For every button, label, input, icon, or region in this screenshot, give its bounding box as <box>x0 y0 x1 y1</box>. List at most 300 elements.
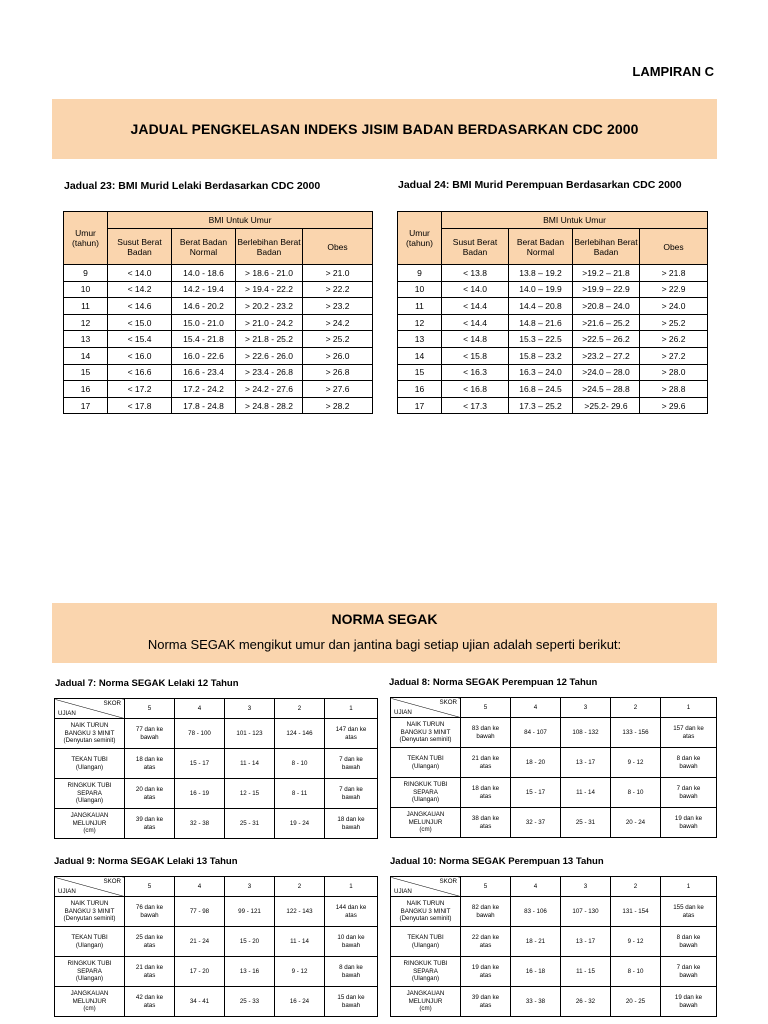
score-line: 39 dan ke <box>135 816 164 823</box>
test-name-cell <box>391 957 461 987</box>
test-name-line: (cm) <box>419 1005 432 1013</box>
value-cell: < 15.0 <box>108 314 172 331</box>
table8-caption: Jadual 8: Norma SEGAK Perempuan 12 Tahun <box>389 677 598 688</box>
value-cell: < 14.0 <box>108 265 172 282</box>
score-cell <box>175 749 225 779</box>
score-line: bawah <box>140 733 159 741</box>
score-line: 32 - 37 <box>525 818 546 826</box>
score-header: 5 <box>125 699 175 719</box>
value-cell: 15.8 – 23.2 <box>509 347 573 364</box>
score-line: 13 - 17 <box>575 758 596 766</box>
score-line: 9 - 12 <box>627 758 644 766</box>
skor-ujian-cell <box>55 877 125 897</box>
score-line: atas <box>479 1001 492 1009</box>
value-cell: > 21.8 <box>640 265 708 282</box>
score-line: 147 dan ke <box>335 726 367 733</box>
segak-table-girls-12 <box>390 697 717 838</box>
header-row <box>55 877 378 897</box>
score-line: 16 - 24 <box>289 997 310 1005</box>
test-name-cell <box>391 927 461 957</box>
table-row <box>391 927 717 957</box>
value-cell: >24.5 – 28.8 <box>573 381 640 398</box>
table-row <box>398 381 708 398</box>
skor-label: SKOR <box>439 699 457 706</box>
value-cell: > 24.0 <box>640 298 708 315</box>
value-cell: > 23.2 <box>303 298 373 315</box>
header-susut: Susut Berat Badan <box>108 229 172 265</box>
score-line: atas <box>143 971 156 979</box>
test-name-line: MELUNJUR <box>72 819 107 827</box>
score-line: 18 dan ke <box>135 756 164 763</box>
value-cell: > 23.4 - 26.8 <box>236 364 303 381</box>
score-cell <box>175 957 225 987</box>
age-cell: 11 <box>64 298 108 315</box>
score-line: 21 dan ke <box>471 755 500 762</box>
test-name-line: TEKAN TUBI <box>71 934 108 941</box>
test-name-line: SEPARA <box>413 788 438 796</box>
test-name-cell <box>55 719 125 749</box>
score-cell <box>275 957 325 987</box>
header-berlebihan: Berlebihan Berat Badan <box>236 229 303 265</box>
score-cell <box>225 749 275 779</box>
test-name-cell <box>55 927 125 957</box>
score-cell <box>661 897 717 927</box>
score-line: bawah <box>341 941 361 949</box>
score-cell <box>611 897 661 927</box>
score-cell <box>275 897 325 927</box>
score-line: atas <box>345 733 357 741</box>
test-name-line: RINGKUK TUBI <box>403 781 448 789</box>
table-row <box>398 364 708 381</box>
test-name-line: SEPARA <box>77 967 102 975</box>
test-name-line: TEKAN TUBI <box>407 755 444 762</box>
score-line: 42 dan ke <box>135 994 164 1001</box>
value-cell: < 16.0 <box>108 347 172 364</box>
value-cell: 14.0 – 19.9 <box>509 281 573 298</box>
test-name-line: (Ulangan) <box>411 975 440 983</box>
score-line: bawah <box>679 941 698 949</box>
score-cell <box>561 957 611 987</box>
table-row <box>64 347 373 364</box>
value-cell: < 17.3 <box>442 397 509 414</box>
table-row <box>55 719 378 749</box>
skor-label: SKOR <box>103 878 121 885</box>
score-cell <box>561 778 611 808</box>
bmi-title-banner <box>52 99 717 159</box>
test-name-line: BANGKU 3 MINIT <box>400 907 451 915</box>
score-line: bawah <box>679 792 698 800</box>
score-header: 4 <box>511 698 561 718</box>
value-cell: 17.2 - 24.2 <box>172 381 236 398</box>
bmi-table-boys <box>63 211 373 414</box>
score-line: 83 - 106 <box>524 907 547 915</box>
test-name-line: (cm) <box>83 1005 96 1013</box>
age-cell: 13 <box>64 331 108 348</box>
score-cell <box>175 719 225 749</box>
score-cell <box>125 779 175 809</box>
table23-caption: Jadual 23: BMI Murid Lelaki Berdasarkan CDC 2000 <box>64 180 321 192</box>
table-row <box>64 364 373 381</box>
score-cell <box>125 957 175 987</box>
score-line: 11 - 14 <box>576 788 595 796</box>
score-header: 3 <box>561 877 611 897</box>
value-cell: > 25.2 <box>640 314 708 331</box>
value-cell: 14.8 – 21.6 <box>509 314 573 331</box>
header-bmi-untuk-umur: BMI Untuk Umur <box>442 212 708 229</box>
value-cell: < 14.8 <box>442 331 509 348</box>
header-obes: Obes <box>303 229 373 265</box>
score-header: 3 <box>225 877 275 897</box>
value-cell: > 21.0 - 24.2 <box>236 314 303 331</box>
test-name-line: SEPARA <box>413 967 438 975</box>
score-cell <box>175 809 225 839</box>
table-row <box>55 809 378 839</box>
skor-ujian-cell <box>55 699 125 719</box>
score-cell <box>325 927 378 957</box>
value-cell: < 15.4 <box>108 331 172 348</box>
score-cell <box>325 719 378 749</box>
score-cell <box>511 987 561 1017</box>
test-name-line: BANGKU 3 MINIT <box>400 728 451 736</box>
test-name-line: MELUNJUR <box>408 997 443 1005</box>
test-name-line: NAIK TURUN <box>406 721 445 729</box>
score-line: 18 - 20 <box>525 758 546 766</box>
score-cell <box>461 718 511 748</box>
table-row <box>398 314 708 331</box>
value-cell: >20.8 – 24.0 <box>573 298 640 315</box>
score-cell <box>275 809 325 839</box>
age-cell: 16 <box>398 381 442 398</box>
score-line: 15 - 20 <box>239 937 260 945</box>
score-line: bawah <box>679 971 698 979</box>
value-cell: < 14.2 <box>108 281 172 298</box>
segak-table-boys-12 <box>54 698 378 839</box>
score-cell <box>461 897 511 927</box>
table-row <box>391 897 717 927</box>
value-cell: > 18.6 - 21.0 <box>236 265 303 282</box>
score-line: bawah <box>679 762 698 770</box>
score-line: atas <box>143 763 156 771</box>
test-name-line: TEKAN TUBI <box>71 756 108 763</box>
score-cell <box>325 809 378 839</box>
value-cell: > 22.9 <box>640 281 708 298</box>
test-name-cell <box>55 809 125 839</box>
test-name-line: JANGKAUAN <box>70 990 109 998</box>
score-cell <box>661 927 717 957</box>
score-line: 21 - 24 <box>189 937 210 945</box>
test-name-cell <box>391 987 461 1017</box>
score-cell <box>225 927 275 957</box>
norma-segak-banner <box>52 603 717 663</box>
test-name-cell <box>55 897 125 927</box>
header-row <box>391 877 717 897</box>
ujian-label: UJIAN <box>58 887 76 895</box>
score-cell <box>125 927 175 957</box>
score-cell <box>275 927 325 957</box>
value-cell: > 19.4 - 22.2 <box>236 281 303 298</box>
score-cell <box>661 987 717 1017</box>
table-row <box>391 718 717 748</box>
score-line: atas <box>479 971 492 979</box>
segak-table-boys-13 <box>54 876 378 1017</box>
score-line: 8 dan ke <box>676 934 701 941</box>
test-name-cell <box>391 897 461 927</box>
score-cell <box>661 808 717 838</box>
score-cell <box>561 897 611 927</box>
score-cell <box>461 748 511 778</box>
score-header: 5 <box>125 877 175 897</box>
age-cell: 17 <box>398 397 442 414</box>
score-line: 20 - 24 <box>625 818 646 826</box>
age-cell: 15 <box>398 364 442 381</box>
score-line: bawah <box>476 911 495 919</box>
test-name-line: JANGKAUAN <box>406 811 445 819</box>
value-cell: > 26.8 <box>303 364 373 381</box>
score-header: 2 <box>275 699 325 719</box>
score-line: 8 - 10 <box>291 759 308 767</box>
score-cell <box>125 987 175 1017</box>
table-row <box>55 897 378 927</box>
value-cell: >25.2- 29.6 <box>573 397 640 414</box>
score-cell <box>325 957 378 987</box>
score-header: 5 <box>461 877 511 897</box>
score-cell <box>511 927 561 957</box>
value-cell: < 17.2 <box>108 381 172 398</box>
score-cell <box>611 987 661 1017</box>
score-cell <box>611 927 661 957</box>
value-cell: 15.3 – 22.5 <box>509 331 573 348</box>
score-line: bawah <box>341 823 361 831</box>
test-name-cell <box>391 808 461 838</box>
value-cell: 14.0 - 18.6 <box>172 265 236 282</box>
score-line: atas <box>682 732 695 740</box>
value-cell: > 26.0 <box>303 347 373 364</box>
score-line: 8 - 10 <box>627 788 644 796</box>
score-cell <box>461 808 511 838</box>
test-name-line: TEKAN TUBI <box>407 934 444 941</box>
score-line: 22 dan ke <box>471 934 500 941</box>
score-line: 155 dan ke <box>673 904 704 911</box>
score-cell <box>275 779 325 809</box>
score-cell <box>225 719 275 749</box>
score-line: bawah <box>341 793 361 801</box>
test-name-line: (cm) <box>419 826 432 834</box>
score-cell <box>561 987 611 1017</box>
skor-ujian-cell <box>391 877 461 897</box>
score-line: bawah <box>140 911 159 919</box>
value-cell: > 22.2 <box>303 281 373 298</box>
value-cell: < 14.4 <box>442 314 509 331</box>
score-line: 7 dan ke <box>339 786 363 793</box>
ujian-label: UJIAN <box>394 887 412 895</box>
value-cell: < 16.8 <box>442 381 509 398</box>
value-cell: > 21.0 <box>303 265 373 282</box>
score-line: 17 - 20 <box>189 967 210 975</box>
test-name-line: (cm) <box>83 827 96 835</box>
value-cell: > 27.2 <box>640 347 708 364</box>
score-cell <box>661 957 717 987</box>
score-line: 99 - 121 <box>238 907 261 915</box>
table10-caption: Jadual 10: Norma SEGAK Perempuan 13 Tahun <box>390 856 604 867</box>
score-line: bawah <box>341 1001 361 1009</box>
value-cell: < 13.8 <box>442 265 509 282</box>
value-cell: >24.0 – 28.0 <box>573 364 640 381</box>
test-name-cell <box>391 778 461 808</box>
score-cell <box>511 778 561 808</box>
score-cell <box>225 897 275 927</box>
table-row <box>64 331 373 348</box>
score-line: 25 - 31 <box>575 818 596 826</box>
score-line: 122 - 143 <box>286 907 313 915</box>
test-name-line: (Denyutan seminit) <box>399 736 452 744</box>
score-header: 3 <box>225 699 275 719</box>
test-name-line: RINGKUK TUBI <box>67 960 112 968</box>
value-cell: 17.8 - 24.8 <box>172 397 236 414</box>
table-row <box>398 347 708 364</box>
score-cell <box>511 718 561 748</box>
score-header: 4 <box>511 877 561 897</box>
score-line: 10 dan ke <box>337 934 365 941</box>
score-line: 124 - 146 <box>286 729 313 737</box>
table-row <box>64 281 373 298</box>
bmi-table-girls <box>397 211 708 414</box>
score-cell <box>175 779 225 809</box>
value-cell: < 14.4 <box>442 298 509 315</box>
table-row <box>398 397 708 414</box>
age-cell: 11 <box>398 298 442 315</box>
score-cell <box>275 719 325 749</box>
table-row <box>64 397 373 414</box>
score-line: 7 dan ke <box>676 785 701 792</box>
test-name-line: NAIK TURUN <box>406 900 445 908</box>
test-name-line: MELUNJUR <box>72 997 107 1005</box>
score-header: 5 <box>461 698 511 718</box>
value-cell: >22.5 – 26.2 <box>573 331 640 348</box>
score-header: 1 <box>661 698 717 718</box>
test-name-line: BANGKU 3 MINIT <box>64 729 115 737</box>
score-line: bawah <box>476 732 495 740</box>
ujian-label: UJIAN <box>394 708 412 716</box>
score-line: atas <box>143 1001 156 1009</box>
score-cell <box>225 957 275 987</box>
value-cell: 16.0 - 22.6 <box>172 347 236 364</box>
score-line: atas <box>143 823 156 831</box>
value-cell: 14.6 - 20.2 <box>172 298 236 315</box>
test-name-line: (Ulangan) <box>75 941 104 949</box>
score-cell <box>225 779 275 809</box>
score-line: 133 - 156 <box>622 728 649 736</box>
score-cell <box>611 748 661 778</box>
score-header: 3 <box>561 698 611 718</box>
table-row <box>398 298 708 315</box>
test-name-line: (Ulangan) <box>411 796 440 804</box>
table-row <box>398 265 708 282</box>
age-cell: 9 <box>64 265 108 282</box>
test-name-line: BANGKU 3 MINIT <box>64 907 115 915</box>
score-cell <box>661 718 717 748</box>
score-line: atas <box>479 792 492 800</box>
score-line: 18 dan ke <box>337 816 365 823</box>
test-name-line: (Ulangan) <box>411 941 440 949</box>
test-name-line: MELUNJUR <box>408 818 443 826</box>
score-cell <box>325 779 378 809</box>
score-line: 25 - 33 <box>239 997 260 1005</box>
norma-subtitle: Norma SEGAK mengikut umur dan jantina bagi setiap ujian adalah seperti berikut: <box>147 637 622 652</box>
value-cell: > 24.2 <box>303 314 373 331</box>
score-cell <box>225 809 275 839</box>
score-header: 2 <box>275 877 325 897</box>
skor-ujian-cell <box>391 698 461 718</box>
score-line: 8 - 10 <box>627 967 644 975</box>
test-name-line: NAIK TURUN <box>70 722 109 730</box>
score-cell <box>175 927 225 957</box>
score-line: 11 - 14 <box>240 759 259 767</box>
score-line: bawah <box>679 1001 698 1009</box>
age-cell: 10 <box>64 281 108 298</box>
score-cell <box>175 987 225 1017</box>
age-cell: 14 <box>398 347 442 364</box>
value-cell: 15.4 - 21.8 <box>172 331 236 348</box>
score-line: 157 dan ke <box>673 725 704 732</box>
age-cell: 15 <box>64 364 108 381</box>
test-name-cell <box>391 718 461 748</box>
score-line: 19 dan ke <box>674 994 703 1001</box>
score-cell <box>511 748 561 778</box>
score-line: 20 dan ke <box>135 786 164 793</box>
header-umur: Umur (tahun) <box>398 212 442 265</box>
score-line: bawah <box>341 763 361 771</box>
score-line: 131 - 154 <box>622 907 649 915</box>
score-line: atas <box>682 911 695 919</box>
test-name-cell <box>55 957 125 987</box>
score-line: 19 dan ke <box>674 815 703 822</box>
score-line: 19 - 24 <box>289 819 310 827</box>
value-cell: > 26.2 <box>640 331 708 348</box>
header-umur: Umur (tahun) <box>64 212 108 265</box>
score-line: 8 - 11 <box>291 789 308 797</box>
score-cell <box>661 778 717 808</box>
score-line: 18 - 21 <box>525 937 546 945</box>
table-row <box>391 778 717 808</box>
header-berlebihan: Berlebihan Berat Badan <box>573 229 640 265</box>
table-row <box>55 987 378 1017</box>
test-name-cell <box>55 749 125 779</box>
score-cell <box>561 748 611 778</box>
ujian-label: UJIAN <box>58 709 76 717</box>
score-cell <box>511 957 561 987</box>
header-bmi-untuk-umur: BMI Untuk Umur <box>108 212 373 229</box>
score-header: 4 <box>175 699 225 719</box>
table24-caption: Jadual 24: BMI Murid Perempuan Berdasarkan CDC 2000 <box>398 179 682 191</box>
score-line: 38 dan ke <box>471 815 500 822</box>
value-cell: > 29.6 <box>640 397 708 414</box>
test-name-line: (Ulangan) <box>75 763 104 771</box>
score-line: 39 dan ke <box>471 994 500 1001</box>
score-line: 25 - 31 <box>239 819 260 827</box>
table-row <box>55 779 378 809</box>
value-cell: 16.8 – 24.5 <box>509 381 573 398</box>
table-row <box>398 281 708 298</box>
age-cell: 17 <box>64 397 108 414</box>
skor-label: SKOR <box>439 878 457 885</box>
score-cell <box>611 957 661 987</box>
table-row <box>64 381 373 398</box>
score-line: 34 - 41 <box>189 997 210 1005</box>
header-susut: Susut Berat Badan <box>442 229 509 265</box>
test-name-line: SEPARA <box>77 789 102 797</box>
table-row <box>55 749 378 779</box>
test-name-cell <box>55 987 125 1017</box>
